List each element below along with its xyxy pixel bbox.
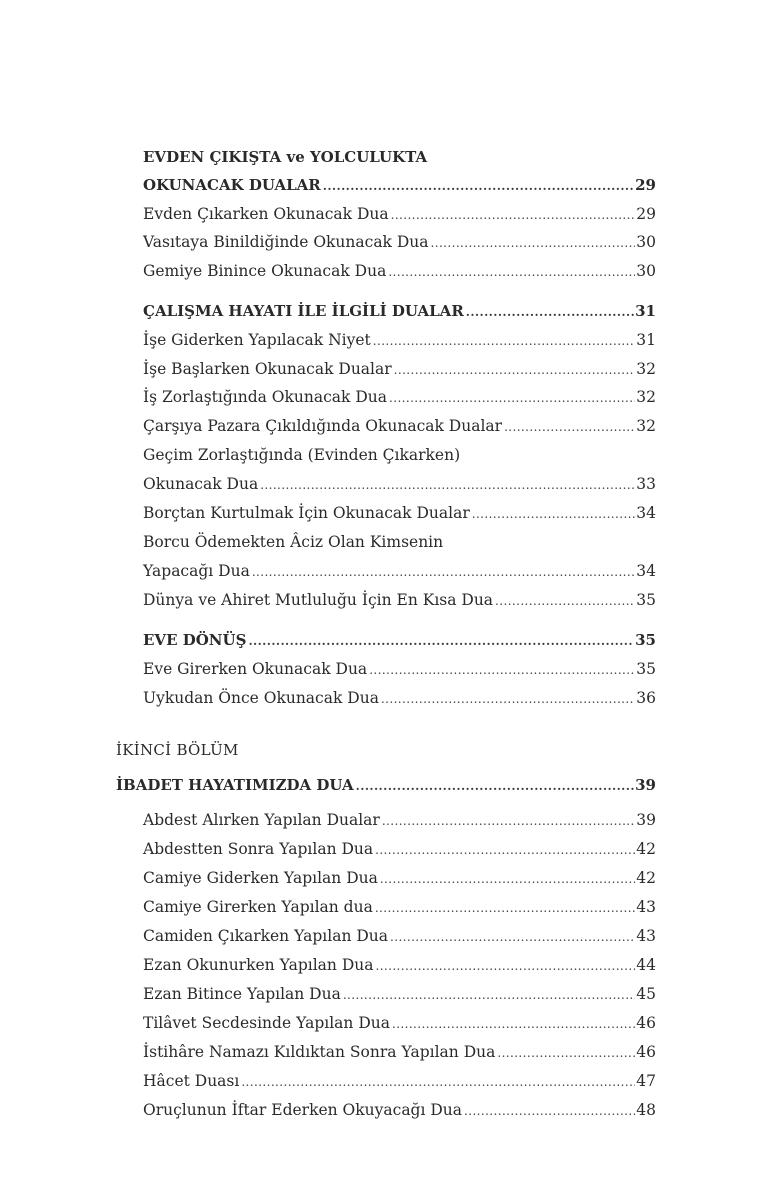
entry-title-cont: Yapacağı Dua xyxy=(143,562,250,580)
page-number: 33 xyxy=(636,475,656,493)
page-number: 32 xyxy=(636,417,656,435)
leader-dots xyxy=(369,660,635,680)
leader-dots xyxy=(343,985,635,1005)
entry-title: Gemiye Binince Okunacak Dua xyxy=(143,262,387,280)
page-number: 29 xyxy=(636,205,656,223)
entry-title: İşe Giderken Yapılacak Niyet xyxy=(143,331,371,349)
toc-entry xyxy=(143,474,656,495)
page-number: 43 xyxy=(636,927,656,945)
toc-entry xyxy=(143,590,656,611)
page-number: 39 xyxy=(636,811,656,829)
entry-title: Eve Girerken Okunacak Dua xyxy=(143,660,368,678)
toc-entry xyxy=(143,1100,656,1121)
leader-dots xyxy=(464,1101,635,1121)
leader-dots xyxy=(382,811,635,831)
toc-entry xyxy=(143,387,656,408)
leader-dots xyxy=(241,1072,635,1092)
toc-entry xyxy=(143,926,656,947)
toc-entry xyxy=(116,775,656,796)
page-number: 46 xyxy=(636,1043,656,1061)
entry-title: Evden Çıkarken Okunacak Dua xyxy=(143,205,389,223)
entry-title: Oruçlunun İftar Ederken Okuyacağı Dua xyxy=(143,1101,463,1119)
section-title: ÇALIŞMA HAYATI İLE İLGİLİ DUALAR xyxy=(143,302,464,320)
toc-entry-line xyxy=(143,532,656,553)
page-number: 29 xyxy=(635,176,656,194)
part-title: İKİNCİ BÖLÜM xyxy=(116,741,239,759)
toc-entry xyxy=(143,204,656,225)
entry-title: Dünya ve Ahiret Mutluluğu İçin En Kısa Dua xyxy=(143,591,494,609)
leader-dots xyxy=(356,776,634,796)
page-number: 47 xyxy=(636,1072,656,1090)
toc-entry xyxy=(143,810,656,831)
leader-dots xyxy=(252,562,635,582)
page-number: 48 xyxy=(636,1101,656,1119)
toc-entry xyxy=(143,232,656,253)
leader-dots xyxy=(373,331,636,351)
part-label xyxy=(116,740,656,761)
toc-entry xyxy=(143,955,656,976)
entry-title: Camiden Çıkarken Yapılan Dua xyxy=(143,927,389,945)
entry-title-cont: Okunacak Dua xyxy=(143,475,259,493)
toc-entry xyxy=(143,984,656,1005)
page-number: 31 xyxy=(636,331,656,349)
leader-dots xyxy=(472,504,636,524)
toc-entry xyxy=(143,1042,656,1063)
toc-entry xyxy=(143,688,656,709)
toc-entry xyxy=(143,359,656,380)
leader-dots xyxy=(466,302,634,322)
entry-title: Camiye Girerken Yapılan dua xyxy=(143,898,373,916)
page-number: 46 xyxy=(636,1014,656,1032)
entry-title: İş Zorlaştığında Okunacak Dua xyxy=(143,388,388,406)
leader-dots xyxy=(248,631,634,651)
entry-title: İşe Başlarken Okunacak Dualar xyxy=(143,360,392,378)
page-number: 30 xyxy=(636,233,656,251)
page-number: 32 xyxy=(636,388,656,406)
page-number: 32 xyxy=(636,360,656,378)
leader-dots xyxy=(323,176,634,196)
toc-entry xyxy=(143,659,656,680)
section-title: EVE DÖNÜŞ xyxy=(143,631,247,649)
page-number: 35 xyxy=(635,631,656,649)
entry-title: Ezan Okunurken Yapılan Dua xyxy=(143,956,374,974)
toc-entry xyxy=(143,1071,656,1092)
toc-entry xyxy=(143,503,656,524)
toc-entry xyxy=(143,261,656,282)
entry-title: Abdest Alırken Yapılan Dualar xyxy=(143,811,380,829)
page-number: 34 xyxy=(636,504,656,522)
page-number: 30 xyxy=(636,262,656,280)
page-number: 44 xyxy=(636,956,656,974)
leader-dots xyxy=(431,233,636,253)
toc-entry xyxy=(143,175,656,196)
toc-entry xyxy=(143,897,656,918)
page-number: 45 xyxy=(636,985,656,1003)
entry-title: Çarşıya Pazara Çıkıldığında Okunacak Dualar xyxy=(143,417,503,435)
leader-dots xyxy=(381,689,635,709)
page-number: 36 xyxy=(636,689,656,707)
leader-dots xyxy=(388,262,635,282)
leader-dots xyxy=(389,388,635,408)
page-number: 35 xyxy=(636,660,656,678)
toc-entry xyxy=(143,330,656,351)
leader-dots xyxy=(375,898,635,918)
leader-dots xyxy=(375,840,635,860)
entry-title: Borçtan Kurtulmak İçin Okunacak Dualar xyxy=(143,504,470,522)
entry-title: Geçim Zorlaştığında (Evinden Çıkarken) xyxy=(143,446,461,464)
entry-title: Abdestten Sonra Yapılan Dua xyxy=(143,840,374,858)
toc-entry xyxy=(143,1013,656,1034)
page-number: 35 xyxy=(636,591,656,609)
entry-title: Ezan Bitince Yapılan Dua xyxy=(143,985,341,1003)
page-number: 31 xyxy=(635,302,656,320)
leader-dots xyxy=(504,417,635,437)
page-number: 42 xyxy=(636,840,656,858)
leader-dots xyxy=(495,591,635,611)
entry-title: Vasıtaya Binildiğinde Okunacak Dua xyxy=(143,233,429,251)
page-number: 42 xyxy=(636,869,656,887)
section-title: EVDEN ÇIKIŞTA ve YOLCULUKTA xyxy=(143,148,428,166)
page-number: 43 xyxy=(636,898,656,916)
toc-entry xyxy=(143,301,656,322)
toc-entry xyxy=(143,839,656,860)
leader-dots xyxy=(391,205,636,225)
leader-dots xyxy=(394,360,636,380)
leader-dots xyxy=(380,869,635,889)
toc-entry xyxy=(143,416,656,437)
leader-dots xyxy=(390,927,635,947)
page-number: 39 xyxy=(635,776,656,794)
toc-entry xyxy=(143,561,656,582)
leader-dots xyxy=(260,475,635,495)
leader-dots xyxy=(497,1043,635,1063)
toc-entry xyxy=(143,630,656,651)
entry-title: İstihâre Namazı Kıldıktan Sonra Yapılan Dua xyxy=(143,1043,496,1061)
entry-title: Uykudan Önce Okunacak Dua xyxy=(143,689,379,707)
page-number: 34 xyxy=(636,562,656,580)
entry-title: Tilâvet Secdesinde Yapılan Dua xyxy=(143,1014,390,1032)
section-heading xyxy=(143,147,656,168)
entry-title: Hâcet Duası xyxy=(143,1072,240,1090)
entry-title: Camiye Giderken Yapılan Dua xyxy=(143,869,378,887)
toc-entry xyxy=(143,868,656,889)
section-title: OKUNACAK DUALAR xyxy=(143,176,321,194)
leader-dots xyxy=(392,1014,635,1034)
entry-title: Borcu Ödemekten Âciz Olan Kimsenin xyxy=(143,533,444,551)
section-title: İBADET HAYATIMIZDA DUA xyxy=(116,776,354,794)
toc-entry-line xyxy=(143,445,656,466)
leader-dots xyxy=(375,956,635,976)
